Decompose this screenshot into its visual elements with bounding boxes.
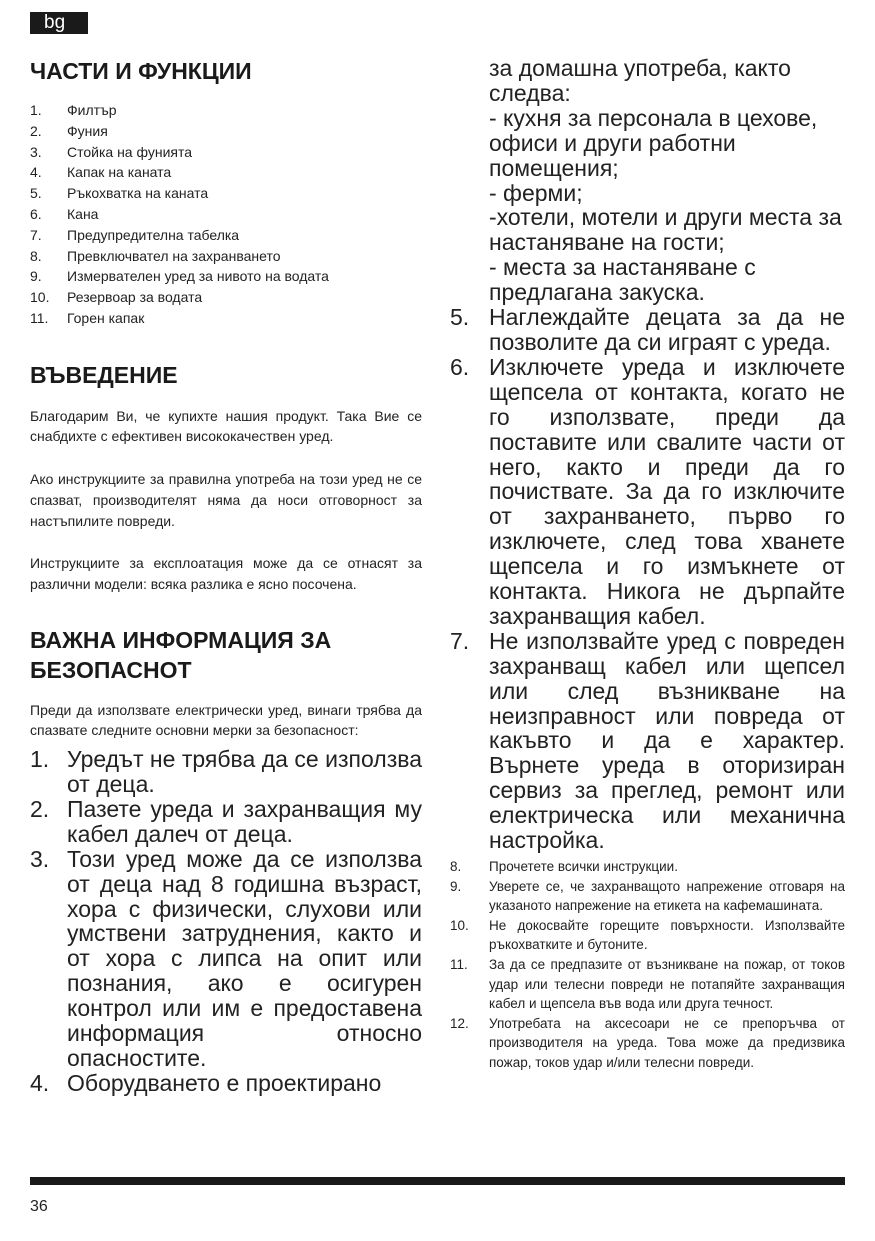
list-item: 2. Пазете уреда и захранващия му кабел далеч от деца.: [30, 795, 422, 847]
list-item: 8. Превключвател на захранването: [30, 247, 281, 264]
list-item: 5. Наглеждайте децата за да не позволите да си играят с уреда.: [450, 304, 845, 355]
list-item: 6. Изключете уреда и изключете щепсела от контакта, когато не го използвате, преди да поставите или свалите части от него, както и преди да го почиствате. За да го изключите от захранването, първо го изключете, след това хванете щепсела и го измъкнете от контакта. Никога не дърпайте захранващия кабел.: [450, 353, 845, 629]
list-item: 6. Кана: [30, 205, 99, 222]
item-4-continuation: за домашна употреба, както следва: - кухня за персонала в цехове, офиси и други работни помещения; - ферми; -хотели, мотели и други места за настаняване на гости; - места за настаняване с предлагана закуска.: [489, 55, 842, 306]
list-item: 7. Не използвайте уред с повреден захранващ кабел или щепсел или след възникване на неизправност или повреда от какъвто и да е характер. Върнете уреда в оторизиран сервиз за преглед, ремонт или електрическа или механична настройка.: [450, 627, 845, 854]
list-item: 7. Предупредителна табелка: [30, 226, 240, 243]
list-item: 3. Този уред може да се използва от деца над 8 годишна възраст, хора с физически, слухови или умствени затруднения, както и от хора с липса на опит или познания, ако е осигурен контрол или им е предоставена информация относно опасностите.: [30, 845, 422, 1071]
page-number: 36: [30, 1198, 48, 1215]
list-item: 1. Уредът не трябва да се използва от деца.: [30, 746, 422, 797]
language-tag: bg: [30, 12, 88, 34]
safety-list-right: [450, 305, 845, 853]
list-item: 10. Не докосвайте горещите повърхности. Използвайте ръкохватките и бутоните.: [450, 917, 845, 953]
parts-title: ЧАСТИ И ФУНКЦИИ: [30, 58, 252, 84]
list-item: 1. Филтър: [30, 102, 117, 118]
safety-lead: Преди да използвате електрически уред, винаги трябва да спазвате следните основни мерки за безопасност:: [30, 701, 422, 739]
list-item: 10. Резервоар за водата: [30, 289, 203, 306]
safety-list-small: [450, 857, 845, 1073]
list-item: 5. Ръкохватка на каната: [30, 185, 209, 202]
list-item: 4. Капак на каната: [30, 164, 172, 181]
list-item: 11. За да се предпазите от възникване на пожар, от токов удар или телесни повреди не потапяйте захранващия кабел и щепсела във вода или друга течност.: [450, 956, 845, 1012]
safety-list-left: [30, 747, 422, 1096]
left-column: [30, 56, 422, 1096]
list-item: 9. Уверете се, че захранващото напрежение отговаря на указаното напрежение на етикета на кафемашината.: [450, 878, 845, 914]
list-item: 4. Оборудването е проектирано: [30, 1069, 382, 1096]
intro-paragraph-2: Ако инструкциите за правилна употреба на този уред не се спазват, производителят няма да носи отговорност за настъпилите повреди.: [30, 471, 422, 529]
footer-rule: [30, 1177, 845, 1185]
list-item: 12. Употребата на аксесоари не се препоръчва от производителя на уреда. Това може да предизвика пожар, токов удар и/или телесни повреди.: [450, 1015, 845, 1070]
list-item: 9. Измервателен уред за нивото на водата: [30, 268, 329, 285]
list-item: 2. Фуния: [30, 122, 108, 139]
list-item: 3. Стойка на фунията: [30, 143, 193, 160]
intro-paragraph-1: Благодарим Ви, че купихте нашия продукт. Така Вие се снабдихте с ефективен висококачествен уред.: [30, 407, 422, 445]
intro-title: ВЪВЕДЕНИЕ: [30, 361, 178, 388]
list-item: 8. Прочетете всички инструкции.: [450, 859, 678, 874]
list-item: 11. Горен капак: [30, 309, 145, 326]
intro-paragraph-3: Инструкциите за експлоатация може да се отнасят за различни модели: всяка разлика е ясно посочена.: [30, 555, 422, 592]
parts-list: [30, 100, 422, 329]
right-column: [450, 56, 845, 1073]
safety-title: ВАЖНА ИНФОРМАЦИЯ ЗА БЕЗОПАСНОТ: [30, 626, 332, 683]
